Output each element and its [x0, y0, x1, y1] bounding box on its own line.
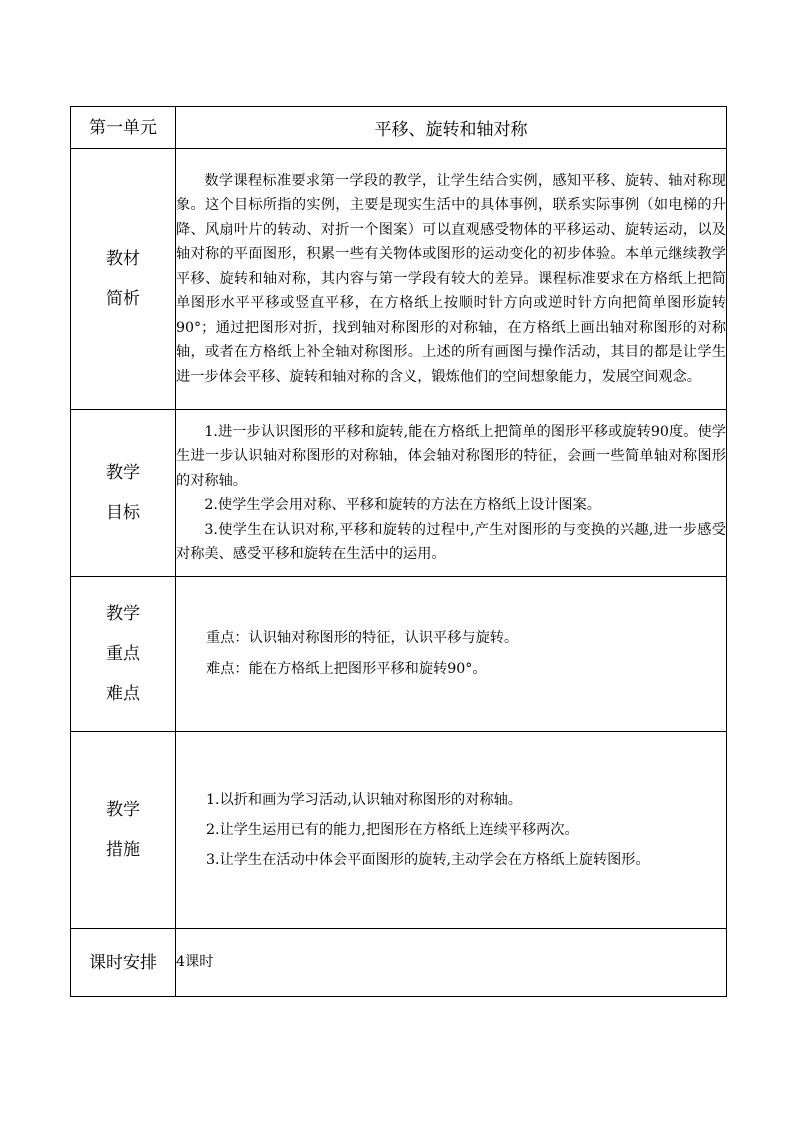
- key-point: 重点：认识轴对称图形的特征，认识平移与旋转。: [206, 630, 519, 646]
- measures-label: [71, 732, 176, 929]
- keypoints-label-line-3: 难点: [106, 684, 140, 704]
- analysis-content: [176, 149, 727, 410]
- analysis-text: 数学课程标准要求第一学段的教学，让学生结合实例，感知平移、旋转、轴对称现象。这个目标所指的实例，主要是现实生活中的具体事例，联系实际事例（如电梯的升降、风扇叶片的转动、对折一个图案）可以直观感受物体的平移运动、旋转运动，以及轴对称的平面图形，积累一些有关物体或图形的运动变化的初步体验。本单元继续教学平移、旋转和轴对称，其内容与第一学段有较大的差异。课程标准要求在方格纸上把简单图形水平平移或竖直平移，在方格纸上按顺时针方向或逆时针方向把简单图形旋转90°；通过把图形对折，找到轴对称图形的对称轴，在方格纸上画出轴对称图形的对称轴，或者在方格纸上补全轴对称图形。上述的所有画图与操作活动，其目的都是让学生进一步体会平移、旋转和轴对称的含义，锻炼他们的空间想象能力，发展空间观念。: [176, 172, 726, 385]
- goals-label-line-2: 目标: [106, 503, 140, 523]
- goal-item-3: 3.使学生在认识对称,平移和旋转的过程中,产生对图形的与变换的兴趣,进一步感受对称美、感受平移和旋转在生活中的运用。: [176, 521, 726, 562]
- goals-row: [71, 410, 727, 577]
- goals-label-line-1: 教学: [106, 463, 140, 483]
- goal-item-2: 2.使学生学会用对称、平移和旋转的方法在方格纸上设计图案。: [204, 497, 601, 513]
- measures-label-line-2: 措施: [106, 840, 140, 860]
- schedule-value: 4课时: [176, 929, 727, 997]
- analysis-row: [71, 149, 727, 410]
- lesson-plan-table: [70, 106, 727, 997]
- keypoints-row: [71, 577, 727, 732]
- measure-item-1: 1.以折和画为学习活动,认识轴对称图形的对称轴。: [206, 792, 522, 808]
- schedule-row: [71, 929, 727, 997]
- keypoints-label-line-2: 重点: [106, 644, 140, 664]
- analysis-label-line-1: 教材: [106, 249, 140, 269]
- keypoints-label-line-1: 教学: [106, 604, 140, 624]
- measure-item-3: 3.让学生在活动中体会平面图形的旋转,主动学会在方格纸上旋转图形。: [206, 852, 650, 868]
- schedule-label: 课时安排: [71, 929, 176, 997]
- unit-title: 平移、旋转和轴对称: [176, 107, 727, 149]
- goals-content: [176, 410, 727, 577]
- header-row: [71, 107, 727, 149]
- difficulty-point: 难点：能在方格纸上把图形平移和旋转90°。: [206, 661, 487, 677]
- measure-item-2: 2.让学生运用已有的能力,把图形在方格纸上连续平移两次。: [206, 822, 579, 838]
- keypoints-label: [71, 577, 176, 732]
- goals-label: [71, 410, 176, 577]
- analysis-label-line-2: 简析: [106, 289, 140, 309]
- keypoints-content: [176, 577, 727, 732]
- unit-label: 第一单元: [71, 107, 176, 149]
- measures-label-line-1: 教学: [106, 800, 140, 820]
- measures-content: [176, 732, 727, 929]
- analysis-label: [71, 149, 176, 410]
- measures-row: [71, 732, 727, 929]
- goal-item-1: 1.进一步认识图形的平移和旋转,能在方格纸上把简单的图形平移或旋转90度。使学生进一步认识轴对称图形的对称轴，体会轴对称图形的特征，会画一些简单轴对称图形的对称轴。: [176, 423, 726, 489]
